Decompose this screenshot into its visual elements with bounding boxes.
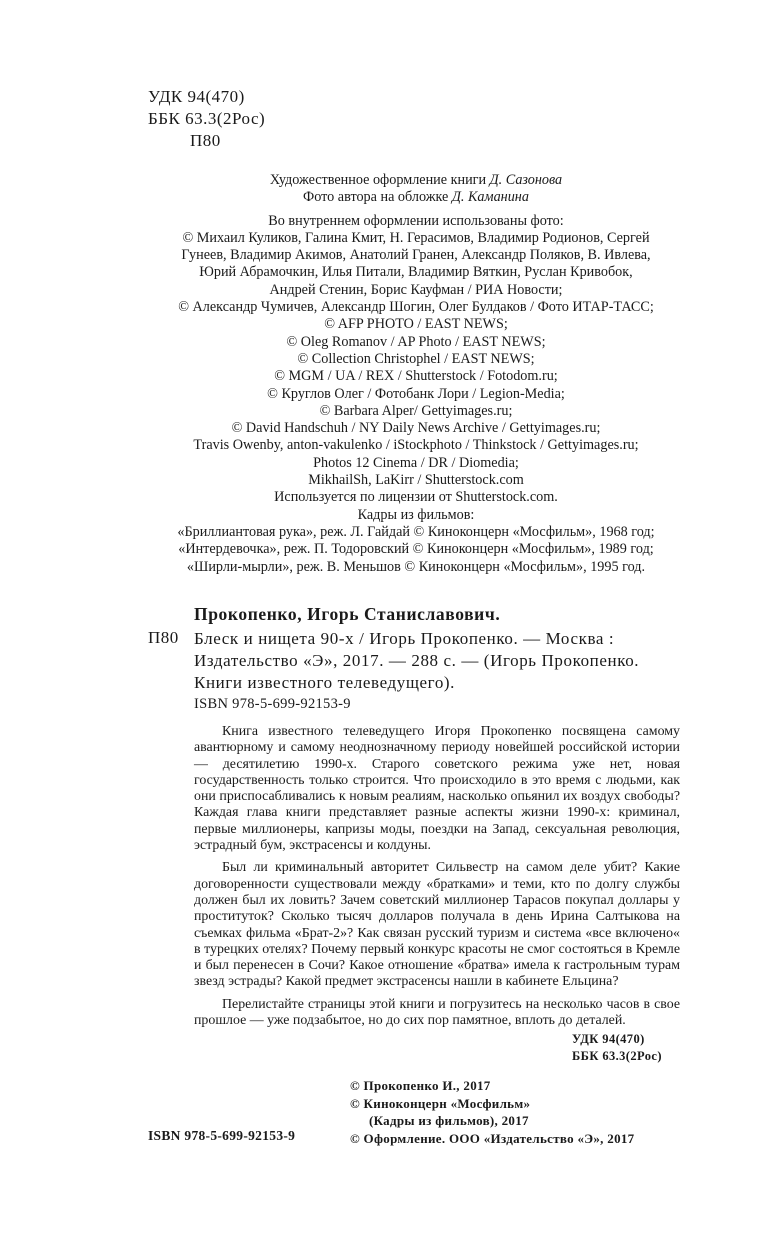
credit-line: Travis Owenby, anton-vakulenko / iStockphoto / Thinkstock / Gettyimages.ru; (193, 437, 639, 454)
art-design-label: Художественное оформление книги (269, 172, 487, 188)
author-mark: П80 (190, 131, 221, 150)
annotation-paragraph: Книга известного телеведущего Игоря Прокопенко посвящена самому авантюрному и самому неоднозначному периоду новейшей российской истории — десятилетию 1990-х. Старого советского режима уже нет, новая государственность только строится. Что происходило в это время с людьми, как они приспосабливались к новым реалиям, насколько опьянил их воздух свободы? Каждая глава книги представляет разные аспекты жизни 1990-х: криминал, первые миллионеры, капризы моды, поездки на Запад, сексуальная революция, эстрадный бум, экстрасенсы и колдуны. (194, 724, 680, 854)
annotation-paragraph: Был ли криминальный авторитет Сильвестр на самом деле убит? Какие договоренности существовали между «братками» и теми, кто по долгу службы должен был их ловить? Зачем советский миллионер Тарасов покупал доллары у проституток? Сколько тысяч долларов получала в день Ирина Салтыкова на съемках фильма «Брат-2»? Как связан русский туризм и система «все включено« в турецких отелях? Почему первый конкурс красоты не смог состояться в Кремле и был перенесен в Сочи? Какое отношение «братва» имела к гастрольным турам звезд эстрады? Какой предмет экстрасенсы нашли в кабинете Ельцина? (194, 860, 680, 990)
credit-line: Во внутреннем оформлении использованы фото: (268, 212, 564, 229)
credit-line: MikhailSh, LaKirr / Shutterstock.com (308, 472, 524, 489)
isbn: ISBN 978-5-699-92153-9 (194, 696, 351, 712)
classification-codes (148, 86, 265, 152)
annotation-paragraph: Перелистайте страницы этой книги и погрузитесь на несколько часов в свое прошлое — уже подзабытое, но до сих пор памятное, вплоть до деталей. (194, 996, 680, 1029)
credit-line: Андрей Стенин, Борис Кауфман / РИА Новости; (269, 281, 563, 298)
isbn-bottom: ISBN 978-5-699-92153-9 (148, 1128, 296, 1143)
bibliographic-line: Издательство «Э», 2017. — 288 с. — (Игорь Прокопенко. (194, 651, 640, 670)
credit-line: Кадры из фильмов: (357, 506, 475, 523)
copyright-mosfilm-note: (Кадры из фильмов), 2017 (369, 1113, 529, 1128)
credit-line: Photos 12 Cinema / DR / Diomedia; (313, 454, 519, 471)
photo-credits (140, 172, 692, 576)
udk-code-bottom: УДК 94(470) (572, 1032, 645, 1046)
bibliographic-line: Блеск и нищета 90-х / Игорь Прокопенко. — Москва : (194, 629, 615, 648)
annotation (194, 724, 680, 1029)
credit-line: © David Handschuh / NY Daily News Archive / Gettyimages.ru; (231, 420, 601, 437)
credit-line: © Barbara Alper/ Gettyimages.ru; (319, 402, 513, 419)
copyright-author: © Прокопенко И., 2017 (350, 1078, 491, 1093)
credit-line: Юрий Абрамочкин, Илья Питали, Владимир Вяткин, Руслан Кривобок, (199, 264, 633, 281)
author-mark-bibliographic: П80 (148, 628, 179, 647)
cover-photographer-name: Д. Каманина (451, 189, 529, 206)
credit-line: © MGM / UA / REX / Shutterstock / Fotodom.ru; (274, 368, 558, 385)
cover-photo-label: Фото автора на обложке (303, 189, 449, 206)
copyright-design: © Оформление. ООО «Издательство «Э», 2017 (350, 1130, 635, 1146)
udk-code: УДК 94(470) (148, 87, 245, 106)
credit-line: © Oleg Romanov / AP Photo / EAST NEWS; (286, 333, 546, 350)
bibliographic-line: Книги известного телеведущего). (194, 673, 456, 692)
credit-line: Гунеев, Владимир Акимов, Анатолий Гранен, Александр Поляков, В. Ивлева, (181, 247, 651, 264)
art-design-line (140, 172, 692, 189)
bbk-code-bottom: ББК 63.3(2Рос) (572, 1049, 662, 1063)
bibliographic-description (194, 628, 682, 694)
credit-line: © Михаил Куликов, Галина Кмит, Н. Герасимов, Владимир Родионов, Сергей (182, 229, 650, 246)
copyright-mosfilm: © Киноконцерн «Мосфильм» (350, 1095, 531, 1111)
cover-photo-line (140, 189, 692, 206)
copyright-block (350, 1077, 634, 1147)
credit-line: © Александр Чумичев, Александр Шогин, Олег Булдаков / Фото ИТАР-ТАСС; (178, 299, 654, 316)
credit-line: © AFP PHOTO / EAST NEWS; (324, 316, 508, 333)
credit-line: «Ширли-мырли», реж. В. Меньшов © Киноконцерн «Мосфильм», 1995 год. (186, 558, 646, 575)
bbk-code: ББК 63.3(2Рос) (148, 109, 266, 128)
credit-line: «Бриллиантовая рука», реж. Л. Гайдай © Киноконцерн «Мосфильм», 1968 год; (177, 523, 655, 540)
art-designer-name: Д. Сазонова (489, 172, 563, 188)
credit-line: © Collection Christophel / EAST NEWS; (297, 350, 535, 367)
credit-line: Используется по лицензии от Shutterstock.com. (274, 489, 558, 506)
book-author: Прокопенко, Игорь Станиславович. (194, 604, 501, 624)
bottom-classification-codes (572, 1031, 662, 1065)
credit-line: «Интердевочка», реж. П. Тодоровский © Киноконцерн «Мосфильм», 1989 год; (178, 541, 654, 558)
credit-line: © Круглов Олег / Фотобанк Лори / Legion-Media; (267, 385, 565, 402)
